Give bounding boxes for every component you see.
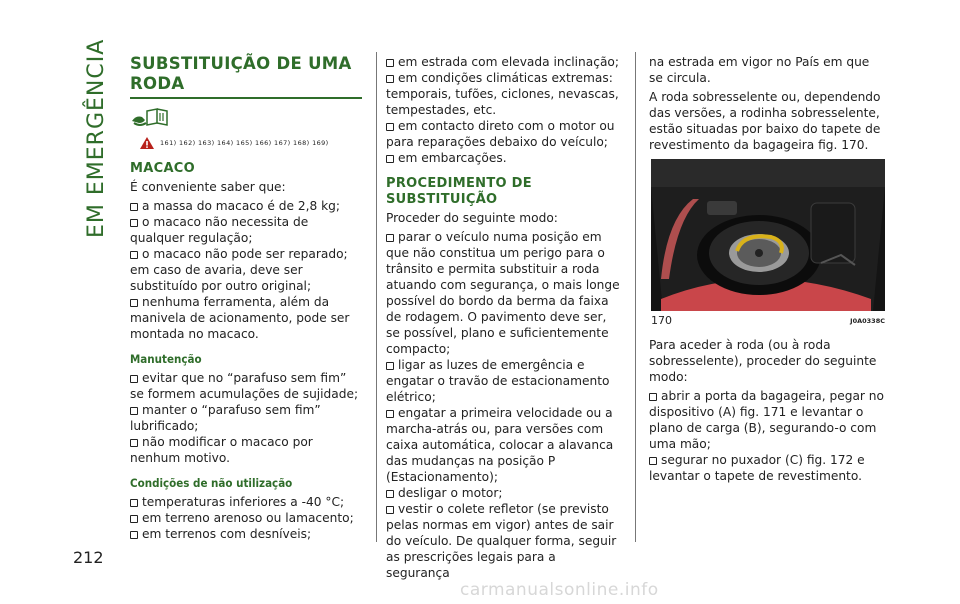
list-item-text: temperaturas inferiores a -40 °C;: [142, 495, 345, 509]
watermark: carmanualsonline.info: [460, 580, 659, 600]
heading-procedimento-line-1: PROCEDIMENTO DE: [386, 176, 532, 191]
page-number: 212: [73, 548, 104, 567]
checkbox-bullet-icon: [130, 203, 138, 211]
checkbox-bullet-icon: [386, 155, 394, 163]
trunk-spare-wheel-photo: [651, 159, 885, 311]
checkbox-bullet-icon: [130, 407, 138, 415]
checkbox-bullet-icon: [386, 59, 394, 67]
list-item-text: em condições climáticas extremas: temporais, tufões, ciclones, nevascas, tempestades, etc.: [386, 71, 619, 117]
list-item: [386, 405, 622, 485]
list-item: [649, 388, 884, 452]
list-item: [386, 357, 622, 405]
access-wheel-paragraph: Para aceder à roda (ou à roda sobresselente), proceder do seguinte modo:: [649, 338, 877, 384]
checkbox-bullet-icon: [130, 219, 138, 227]
figure-caption: [651, 313, 885, 329]
list-item: [386, 229, 622, 357]
list-item: [386, 501, 622, 581]
list-item: [386, 150, 622, 166]
list-item-text: vestir o colete refletor (se previsto pelas normas em vigor) antes de sair do veículo. De qualquer forma, seguir as prescrições legais para a segurança: [386, 502, 617, 580]
heading-macaco: MACACO: [130, 161, 195, 176]
continuation-text: na estrada em vigor no País em que se circula.: [649, 55, 870, 85]
list-item: [130, 402, 362, 434]
section-title-line-1: SUBSTITUIÇÃO DE UMA: [130, 54, 352, 73]
list-item-text: em contacto direto com o motor ou para reparações debaixo do veículo;: [386, 119, 615, 149]
warning-icon: [140, 137, 154, 149]
checkbox-bullet-icon: [649, 457, 657, 465]
warning-refs-text: 161) 162) 163) 164) 165) 166) 167) 168) 169): [160, 139, 329, 147]
chapter-sidebar: [82, 40, 112, 240]
list-item: [649, 452, 884, 484]
list-item: [130, 246, 362, 294]
procedimento-intro: Proceder do seguinte modo:: [386, 211, 558, 225]
hand-book-icon: [130, 107, 174, 129]
checkbox-bullet-icon: [386, 362, 394, 370]
chapter-title: EM EMERGÊNCIA: [84, 38, 109, 238]
list-item-text: desligar o motor;: [398, 486, 503, 500]
list-item: [130, 370, 362, 402]
spare-wheel-paragraph: A roda sobresselente ou, dependendo das versões, a rodinha sobresselente, estão situadas por baixo do tapete de revestimento da bagageira fig. 170.: [649, 90, 881, 152]
spare-wheel-illustration: [651, 159, 885, 311]
list-item-text: evitar que no “parafuso sem fim” se formem acumulações de sujidade;: [130, 371, 359, 401]
list-item: [130, 494, 362, 510]
section-title: [130, 54, 362, 94]
figure-number: 170: [651, 314, 672, 327]
list-item: [130, 434, 362, 466]
checkbox-bullet-icon: [130, 439, 138, 447]
checkbox-bullet-icon: [386, 506, 394, 514]
list-item-text: em terrenos com desníveis;: [142, 527, 312, 541]
list-item-text: o macaco não pode ser reparado; em caso de avaria, deve ser substituído por outro original;: [130, 247, 348, 293]
list-item-text: abrir a porta da bagageira, pegar no dispositivo (A) fig. 171 e levantar o plano de carga (B), segurando-o com uma mão;: [649, 389, 884, 451]
list-item-text: em terreno arenoso ou lamacento;: [142, 511, 354, 525]
checkbox-bullet-icon: [386, 490, 394, 498]
warning-references: [140, 135, 362, 151]
checkbox-bullet-icon: [130, 375, 138, 383]
list-item: [130, 294, 362, 342]
macaco-intro: É conveniente saber que:: [130, 180, 286, 194]
checkbox-bullet-icon: [130, 499, 138, 507]
column-2: [386, 54, 622, 581]
list-item-text: nenhuma ferramenta, além da manivela de acionamento, pode ser montada no macaco.: [130, 295, 350, 341]
list-item-text: em embarcações.: [398, 151, 507, 165]
section-title-line-2: RODA: [130, 74, 185, 93]
heading-procedimento-line-2: SUBSTITUIÇÃO: [386, 192, 498, 207]
list-item-text: ligar as luzes de emergência e engatar o travão de estacionamento elétrico;: [386, 358, 610, 404]
heading-procedimento: [386, 176, 622, 208]
list-item: [386, 118, 622, 150]
list-item: [386, 70, 622, 118]
list-item-text: parar o veículo numa posição em que não constitua um perigo para o trânsito e permita substituir a roda atuando com segurança, o mais longe possível do bordo da berma da faixa de rodagem. O pavimento deve ser, se possível, plano e suficientemente compacto;: [386, 230, 620, 356]
checkbox-bullet-icon: [130, 515, 138, 523]
checkbox-bullet-icon: [649, 393, 657, 401]
list-item: [130, 198, 362, 214]
list-item: [130, 526, 362, 542]
heading-condicoes: Condições de não utilização: [130, 476, 293, 490]
list-item-text: manter o “parafuso sem fim” lubrificado;: [130, 403, 321, 433]
checkbox-bullet-icon: [386, 123, 394, 131]
heading-manutencao: Manutenção: [130, 352, 202, 366]
list-item-text: segurar no puxador (C) fig. 172 e levantar o tapete de revestimento.: [649, 453, 865, 483]
list-item: [130, 214, 362, 246]
list-item-text: o macaco não necessita de qualquer regulação;: [130, 215, 309, 245]
checkbox-bullet-icon: [130, 531, 138, 539]
list-item: [386, 485, 622, 501]
column-divider: [635, 52, 636, 542]
list-item-text: engatar a primeira velocidade ou a marcha-atrás ou, para versões com caixa automática, colocar a alavanca das mudanças na posição P (Estacionamento);: [386, 406, 614, 484]
list-item-text: não modificar o macaco por nenhum motivo.: [130, 435, 313, 465]
figure-code: J0A0338C: [850, 317, 885, 325]
list-item-text: em estrada com elevada inclinação;: [398, 55, 619, 69]
manual-icon-row: [130, 107, 362, 133]
list-item: [386, 54, 622, 70]
list-item: [130, 510, 362, 526]
section-divider: [130, 97, 362, 99]
checkbox-bullet-icon: [386, 234, 394, 242]
column-1: [130, 54, 362, 542]
checkbox-bullet-icon: [130, 251, 138, 259]
checkbox-bullet-icon: [386, 410, 394, 418]
checkbox-bullet-icon: [130, 299, 138, 307]
list-item-text: a massa do macaco é de 2,8 kg;: [142, 199, 340, 213]
column-3: [649, 54, 884, 484]
checkbox-bullet-icon: [386, 75, 394, 83]
column-divider: [376, 52, 377, 542]
